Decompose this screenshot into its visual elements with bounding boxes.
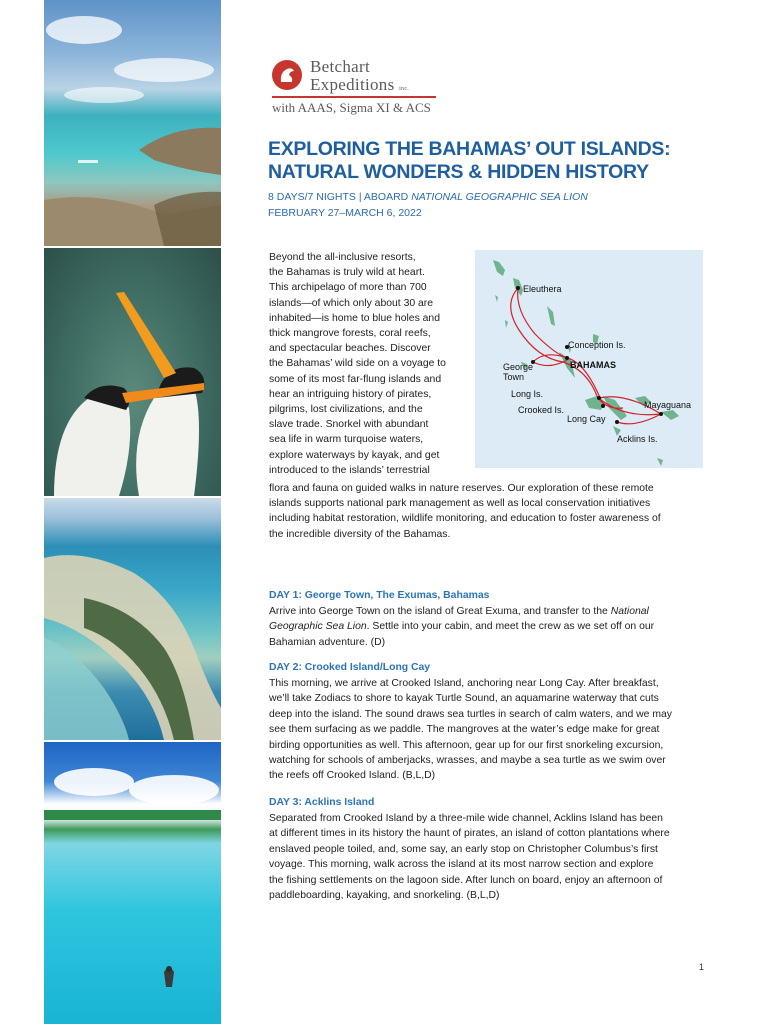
map-label-eleuthera: Eleuthera (523, 284, 562, 294)
day-3-line-6: paddleboarding, kayaking, and snorkeling. (B,L,D) (269, 890, 500, 902)
day-2-line-1: This morning, we arrive at Crooked Island, anchoring near Long Cay. After breakfast, (269, 678, 659, 689)
title-line-1: EXPLORING THE BAHAMAS’ OUT ISLANDS: (268, 138, 671, 160)
day-1-line-2-italic: Geographic Sea Lion (269, 621, 367, 633)
snorkeler-illustration (44, 742, 221, 1024)
bird-emblem-icon (272, 60, 302, 90)
map-label-mayaguana: Mayaguana (644, 400, 692, 410)
intro-paragraph-bottom (269, 481, 709, 542)
intro-top-line-8: the Bahamas’ wild side on a voyage to (269, 358, 446, 370)
beach-cove-illustration (44, 0, 221, 246)
map-label-acklins: Acklins Is. (617, 434, 658, 444)
intro-top-line-3: This archipelago of more than 700 (269, 282, 427, 294)
day-2-line-3: deep into the island. The sound draws sea turtles in search of calm waters, and we may (269, 708, 672, 720)
logo-tagline: with AAAS, Sigma XI & ACS (272, 100, 431, 115)
day-1-line-3: Bahamian adventure. (D) (269, 636, 386, 648)
intro-bottom-line-1: flora and fauna on guided walks in nature reserves. Our exploration of these remote (269, 483, 654, 494)
day-2-title: DAY 2: Crooked Island/Long Cay (269, 662, 431, 673)
day-2-line-5: birding opportunities as well. This afternoon, gear up for our first snorkeling excursion, (269, 739, 664, 751)
intro-top-line-9: some of its most far-flung islands and (269, 373, 442, 385)
aerial-coast-photo (44, 498, 221, 740)
intro-top-line-7: and spectacular beaches. Discover (269, 343, 431, 355)
logo-line-2: Expeditions (310, 75, 395, 94)
intro-top-line-4: islands—of which only about 30 are (269, 297, 434, 309)
logo-divider (272, 96, 436, 98)
logo-wordmark (310, 58, 409, 98)
day-1-line-1-italic: National (610, 606, 649, 617)
trip-subtitle (268, 189, 708, 221)
day-1-title: DAY 1: George Town, The Exumas, Bahamas (269, 590, 490, 601)
page-title (268, 138, 708, 184)
trip-dates: FEBRUARY 27–MARCH 6, 2022 (268, 207, 422, 219)
title-line-2: NATURAL WONDERS & HIDDEN HISTORY (268, 161, 649, 183)
intro-top-line-10: hear an intriguing history of pirates, (269, 388, 432, 400)
logo-inc: inc. (399, 86, 410, 92)
intro-bottom-line-4: the incredible diversity of the Bahamas. (269, 528, 451, 540)
map-label-town: Town (503, 372, 525, 382)
day-1-line-1-text: Arrive into George Town on the island of Great Exuma, and transfer to the (269, 606, 611, 617)
tern-birds-illustration (44, 248, 221, 496)
intro-top-line-11: pilgrims, lost civilizations, and the (269, 404, 423, 416)
intro-top-line-14: explore waterways by kayak, and get (269, 449, 440, 461)
day-2-line-2: we’ll take Zodiacs to shore to kayak Turtle Sound, an aquamarine waterway that cuts (269, 693, 659, 705)
map-label-crooked: Crooked Is. (518, 405, 565, 415)
snorkeler-photo (44, 742, 221, 1024)
day-2-line-6: watching for schools of amberjacks, wrasses, and maybe a sea turtle as we swim over (269, 755, 666, 767)
map-label-long-cay: Long Cay (567, 414, 606, 424)
day-2-body (269, 676, 707, 784)
day-1-line-2-text: . Settle into your cabin, and meet the crew as we set off on our (366, 621, 655, 633)
intro-bottom-line-2: islands supports national park management as well as local conservation initiatives (269, 498, 651, 510)
day-1-body (269, 604, 707, 650)
day-3-line-2: at different times in its history the haunt of pirates, an island of cotton plantations where (269, 828, 670, 840)
map-label-george: George (503, 362, 534, 372)
aboard-prefix: ABOARD (363, 191, 409, 203)
page-number: 1 (699, 962, 705, 972)
map-label-long-island: Long Is. (511, 389, 544, 399)
intro-top-line-13: sea life in warm turquoise waters, (269, 434, 424, 446)
intro-top-line-6: thick mangrove forests, coral reefs, (269, 328, 431, 340)
day-3-line-1: Separated from Crooked Island by a three-mile wide channel, Acklins Island has been (269, 813, 663, 824)
day-2-line-4: see them surfacing as we paddle. The mangroves at the water’s edge make for great (269, 724, 660, 736)
logo-line-1: Betchart (310, 57, 370, 76)
day-3-title: DAY 3: Acklins Island (269, 797, 375, 808)
day-3-line-3: enslaved people toiled, and, some say, an early stop on Christopher Columbus’s first (269, 843, 658, 855)
betchart-logo (272, 56, 442, 120)
route-map-graphic (475, 250, 703, 468)
intro-paragraph-top (269, 250, 469, 478)
beach-cove-photo (44, 0, 221, 246)
day-3-body (269, 811, 707, 903)
day-2-line-7: the reefs off Crooked Island. (B,L,D) (269, 770, 436, 782)
map-label-bahamas: BAHAMAS (570, 360, 616, 370)
tern-birds-photo (44, 248, 221, 496)
day-3-line-5: the fishing settlements on the lagoon side. After lunch on board, enjoy an afternoon of (269, 874, 663, 886)
route-map (475, 250, 703, 468)
subtitle-separator: | (358, 191, 362, 203)
aerial-coast-illustration (44, 498, 221, 740)
map-label-conception: Conception Is. (568, 340, 626, 350)
intro-top-line-1: Beyond the all-inclusive resorts, (269, 252, 416, 263)
ship-name: NATIONAL GEOGRAPHIC SEA LION (411, 191, 588, 203)
trip-duration: 8 DAYS/7 NIGHTS (268, 191, 356, 203)
intro-top-line-15: introduced to the islands’ terrestrial (269, 464, 430, 476)
photo-strip (44, 0, 221, 1024)
intro-top-line-12: slave trade. Snorkel with abundant (269, 419, 429, 431)
day-3-line-4: voyage. This morning, walk across the island at its most narrow section and explore (269, 859, 654, 871)
intro-top-line-2: the Bahamas is truly wild at heart. (269, 267, 425, 279)
intro-bottom-line-3: including habitat restoration, wildlife monitoring, and education to foster awareness of (269, 513, 661, 525)
intro-top-line-5: inhabited—is home to blue holes and (269, 312, 440, 324)
